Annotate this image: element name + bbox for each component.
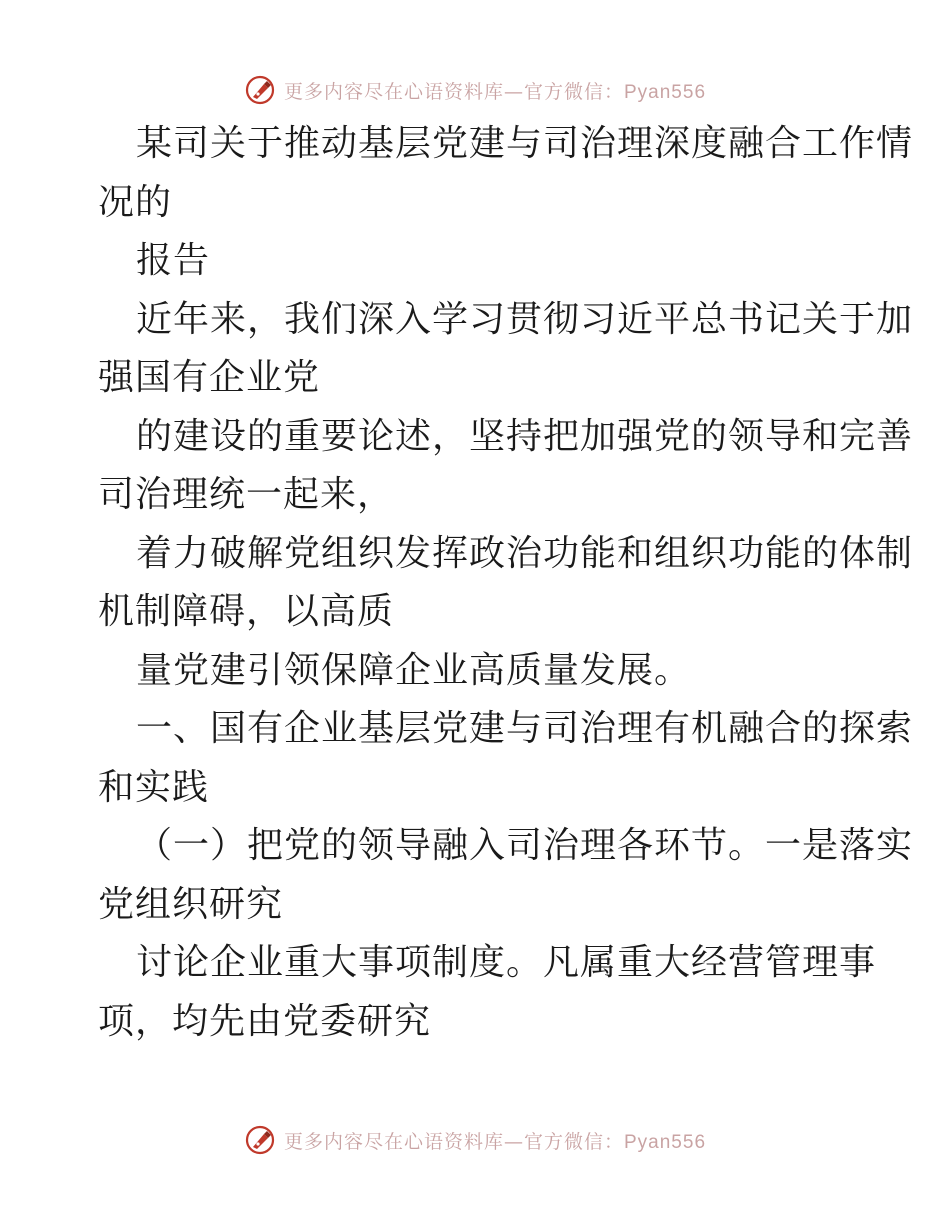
document-body	[98, 115, 914, 1051]
paragraph-line: 司治理统一起来，	[98, 474, 395, 515]
paragraph-line: 机制障碍，以高质	[98, 591, 395, 632]
document-title-line-2: 况的	[98, 181, 173, 223]
paragraph-line: 近年来，我们深入学习贯彻习近平总书记关于加	[136, 298, 914, 340]
pen-nib-logo-icon	[244, 74, 276, 106]
paragraph-line: 强国有企业党	[98, 357, 321, 398]
watermark-header	[0, 70, 950, 110]
document-title-line-1: 某司关于推动基层党建与司治理深度融合工作情	[136, 123, 914, 164]
watermark-text: 更多内容尽在心语资料库—官方微信：Pyan556	[283, 80, 707, 103]
paragraph-line: 项，均先由党委研究	[98, 1000, 432, 1042]
paragraph-line: （一）把党的领导融入司治理各环节。一是落实	[136, 825, 914, 866]
paragraph-line: 量党建引领保障企业高质量发展。	[136, 649, 692, 691]
paragraph-line: 的建设的重要论述，坚持把加强党的领导和完善	[136, 415, 914, 457]
document-title-line-3: 报告	[136, 240, 211, 281]
paragraph-line: 讨论企业重大事项制度。凡属重大经营管理事	[136, 942, 877, 983]
paragraph-line: 党组织研究	[98, 883, 284, 925]
watermark-footer	[0, 1120, 950, 1160]
watermark-text: 更多内容尽在心语资料库—官方微信：Pyan556	[283, 1130, 707, 1153]
paragraph-line: 着力破解党组织发挥政治功能和组织功能的体制	[136, 532, 914, 574]
section-heading-line: 和实践	[98, 766, 210, 808]
pen-nib-logo-icon	[244, 1124, 276, 1156]
section-heading-line: 一、国有企业基层党建与司治理有机融合的探索	[136, 708, 914, 749]
